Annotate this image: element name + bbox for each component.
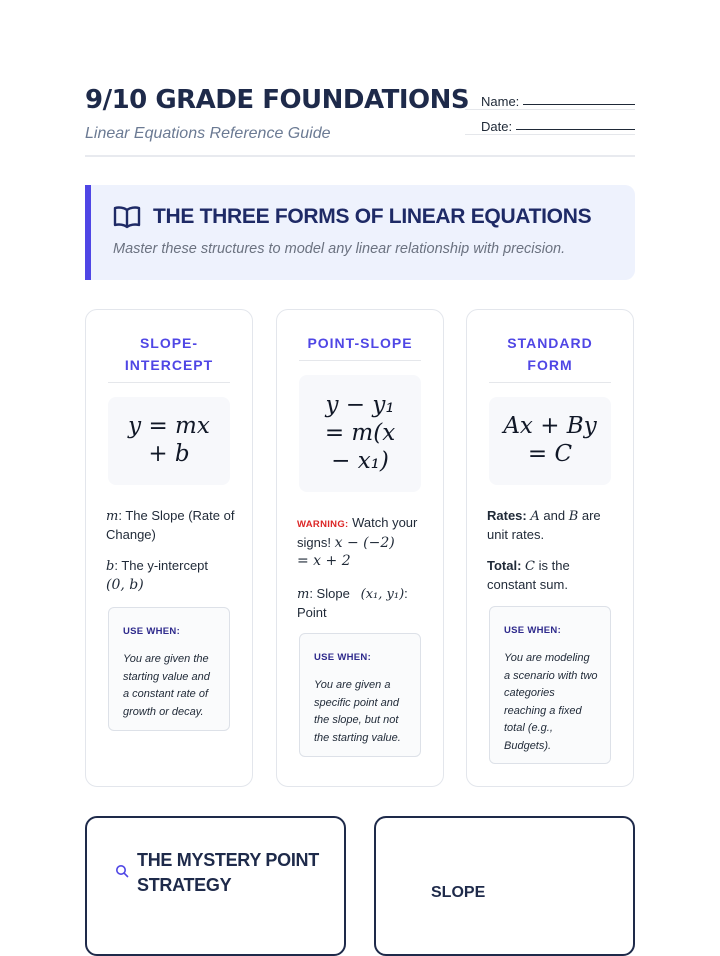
use-when-label: USE WHEN:: [123, 626, 181, 637]
card-title: STANDARD FORM: [507, 335, 593, 373]
header-divider: [85, 155, 635, 157]
use-when-box: [299, 633, 421, 757]
variables-description: m: Slope (x₁, y₁): Point: [297, 586, 408, 620]
student-info: [465, 85, 635, 135]
intercept-description: b: The y-intercept (0, b): [106, 558, 209, 593]
formula-box: y − y₁ = m(x − x₁): [299, 375, 421, 492]
date-label: Date:: [481, 119, 513, 134]
use-when-box: [489, 606, 611, 764]
card-slope-intercept: [85, 309, 253, 787]
card-divider: [489, 382, 611, 383]
date-field[interactable]: [516, 129, 635, 130]
page-title: 9/10 GRADE FOUNDATIONS: [85, 85, 470, 115]
banner-title: THE THREE FORMS OF LINEAR EQUATIONS: [153, 205, 592, 228]
book-open-icon: [113, 205, 141, 229]
mystery-point-title: THE MYSTERY POINT STRATEGY: [137, 850, 319, 895]
warning-label: WARNING:: [297, 519, 349, 530]
card-divider: [108, 382, 230, 383]
formula-box: y = mx + b: [108, 397, 230, 485]
use-when-label: USE WHEN:: [314, 652, 372, 663]
use-when-label: USE WHEN:: [504, 625, 562, 636]
date-row: [465, 110, 635, 135]
use-when-text: You are modeling a scenario with two categories reaching a fixed total (e.g., Budgets).: [504, 652, 598, 752]
name-label: Name:: [481, 94, 520, 109]
slope-label: SLOPE: [431, 884, 486, 901]
page-header: [85, 85, 635, 143]
card-title: POINT-SLOPE: [307, 335, 413, 351]
slope-card: [374, 816, 635, 956]
card-point-slope: [276, 309, 444, 787]
page-subtitle: Linear Equations Reference Guide: [85, 125, 331, 142]
search-icon: [115, 864, 129, 878]
rates-description: Rates: A and B are unit rates.: [487, 508, 601, 542]
name-field[interactable]: [523, 104, 635, 105]
card-divider: [299, 360, 421, 361]
warning-note: WARNING: Watch your signs! x − (−2) = x + 2: [297, 515, 418, 569]
name-row: [465, 85, 635, 110]
slope-description: m: The Slope (Rate of Change): [106, 508, 235, 542]
card-title: SLOPE- INTERCEPT: [124, 335, 214, 373]
section-banner: [85, 185, 635, 280]
use-when-box: [108, 607, 230, 731]
formula-box: Ax + By = C: [489, 397, 611, 485]
use-when-text: You are given the starting value and a constant rate of growth or decay.: [123, 653, 210, 718]
use-when-text: You are given a specific point and the slope, but not the starting value.: [314, 679, 401, 744]
mystery-point-card: [85, 816, 346, 956]
total-description: Total: C is the constant sum.: [487, 558, 570, 592]
card-standard-form: [466, 309, 634, 787]
banner-subtitle: Master these structures to model any linear relationship with precision.: [113, 241, 566, 257]
